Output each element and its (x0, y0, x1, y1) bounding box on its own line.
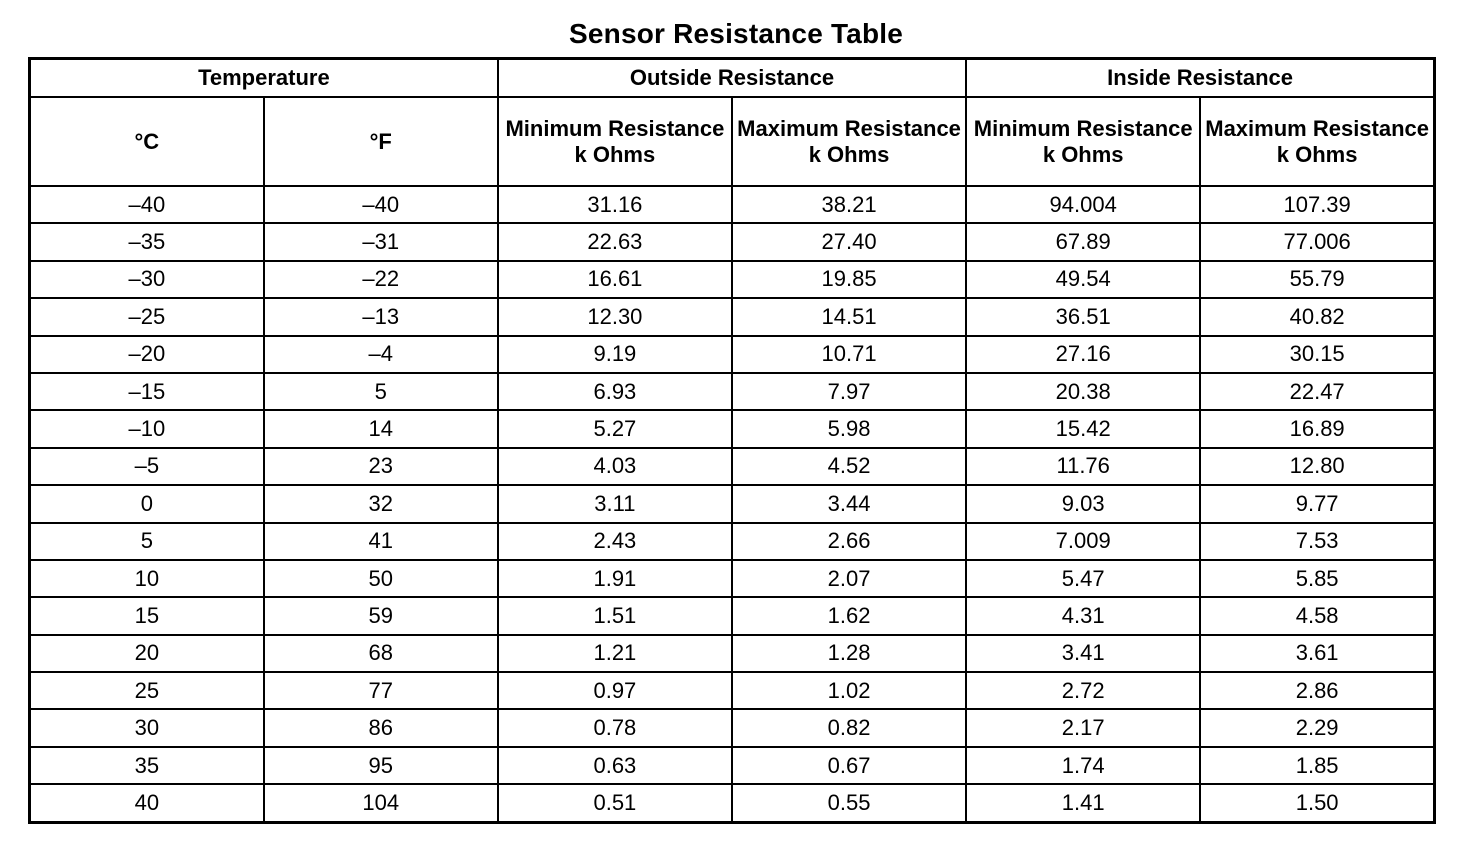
cell-inside-max: 4.58 (1200, 597, 1434, 634)
cell-inside-min: 1.74 (966, 747, 1200, 784)
table-row (30, 597, 1435, 634)
cell-celsius: 35 (30, 747, 264, 784)
cell-inside-min: 7.009 (966, 523, 1200, 560)
column-header-celsius: °C (30, 97, 264, 186)
cell-outside-min: 0.78 (498, 709, 732, 746)
cell-inside-max: 40.82 (1200, 298, 1434, 335)
table-row (30, 523, 1435, 560)
cell-inside-max: 2.29 (1200, 709, 1434, 746)
cell-celsius: –5 (30, 448, 264, 485)
cell-outside-max: 1.28 (732, 635, 966, 672)
table-row (30, 261, 1435, 298)
cell-outside-max: 19.85 (732, 261, 966, 298)
cell-celsius: 0 (30, 485, 264, 522)
cell-celsius: –10 (30, 410, 264, 447)
table-row (30, 747, 1435, 784)
cell-outside-min: 1.91 (498, 560, 732, 597)
cell-fahrenheit: 32 (264, 485, 498, 522)
cell-inside-min: 3.41 (966, 635, 1200, 672)
cell-inside-min: 2.72 (966, 672, 1200, 709)
cell-celsius: 5 (30, 523, 264, 560)
cell-fahrenheit: –13 (264, 298, 498, 335)
cell-fahrenheit: –22 (264, 261, 498, 298)
cell-outside-max: 2.07 (732, 560, 966, 597)
cell-outside-max: 0.67 (732, 747, 966, 784)
cell-fahrenheit: 77 (264, 672, 498, 709)
cell-outside-max: 0.82 (732, 709, 966, 746)
cell-inside-max: 1.50 (1200, 784, 1434, 822)
cell-inside-min: 94.004 (966, 186, 1200, 223)
cell-celsius: –20 (30, 336, 264, 373)
sensor-resistance-table (28, 57, 1436, 824)
table-row (30, 298, 1435, 335)
cell-fahrenheit: –31 (264, 223, 498, 260)
cell-outside-min: 0.63 (498, 747, 732, 784)
cell-celsius: 20 (30, 635, 264, 672)
column-header-inside-min: Minimum Resistance k Ohms (966, 97, 1200, 186)
table-row (30, 560, 1435, 597)
column-header-outside-min: Minimum Resistance k Ohms (498, 97, 732, 186)
cell-outside-max: 38.21 (732, 186, 966, 223)
table-row (30, 373, 1435, 410)
cell-fahrenheit: 50 (264, 560, 498, 597)
cell-outside-min: 22.63 (498, 223, 732, 260)
cell-inside-max: 107.39 (1200, 186, 1434, 223)
cell-inside-max: 1.85 (1200, 747, 1434, 784)
cell-outside-min: 16.61 (498, 261, 732, 298)
cell-fahrenheit: 23 (264, 448, 498, 485)
table-row (30, 336, 1435, 373)
cell-inside-min: 4.31 (966, 597, 1200, 634)
cell-outside-min: 0.51 (498, 784, 732, 822)
cell-inside-max: 16.89 (1200, 410, 1434, 447)
cell-outside-max: 10.71 (732, 336, 966, 373)
cell-outside-max: 4.52 (732, 448, 966, 485)
table-title: Sensor Resistance Table (569, 18, 903, 49)
cell-fahrenheit: 59 (264, 597, 498, 634)
cell-fahrenheit: 14 (264, 410, 498, 447)
cell-celsius: 40 (30, 784, 264, 822)
table-row (30, 485, 1435, 522)
cell-outside-max: 2.66 (732, 523, 966, 560)
cell-celsius: –15 (30, 373, 264, 410)
cell-outside-min: 0.97 (498, 672, 732, 709)
cell-fahrenheit: –4 (264, 336, 498, 373)
cell-celsius: –30 (30, 261, 264, 298)
cell-outside-min: 1.21 (498, 635, 732, 672)
cell-fahrenheit: 5 (264, 373, 498, 410)
column-header-row (30, 97, 1435, 186)
cell-outside-min: 9.19 (498, 336, 732, 373)
table-row (30, 672, 1435, 709)
group-header-row (30, 59, 1435, 98)
cell-outside-max: 14.51 (732, 298, 966, 335)
cell-outside-min: 31.16 (498, 186, 732, 223)
cell-outside-min: 5.27 (498, 410, 732, 447)
group-header-outside-resistance: Outside Resistance (498, 59, 966, 98)
cell-inside-min: 2.17 (966, 709, 1200, 746)
table-row (30, 709, 1435, 746)
cell-fahrenheit: 104 (264, 784, 498, 822)
cell-outside-min: 3.11 (498, 485, 732, 522)
cell-celsius: 15 (30, 597, 264, 634)
cell-fahrenheit: 68 (264, 635, 498, 672)
cell-fahrenheit: –40 (264, 186, 498, 223)
column-header-outside-max: Maximum Resistance k Ohms (732, 97, 966, 186)
group-header-inside-resistance: Inside Resistance (966, 59, 1434, 98)
cell-inside-max: 55.79 (1200, 261, 1434, 298)
cell-inside-max: 3.61 (1200, 635, 1434, 672)
cell-fahrenheit: 41 (264, 523, 498, 560)
cell-celsius: 30 (30, 709, 264, 746)
cell-inside-min: 49.54 (966, 261, 1200, 298)
cell-celsius: –40 (30, 186, 264, 223)
cell-fahrenheit: 86 (264, 709, 498, 746)
cell-outside-min: 1.51 (498, 597, 732, 634)
cell-inside-min: 20.38 (966, 373, 1200, 410)
cell-outside-min: 2.43 (498, 523, 732, 560)
cell-inside-max: 77.006 (1200, 223, 1434, 260)
column-header-inside-max: Maximum Resistance k Ohms (1200, 97, 1434, 186)
cell-outside-max: 1.02 (732, 672, 966, 709)
cell-inside-max: 9.77 (1200, 485, 1434, 522)
column-header-fahrenheit: °F (264, 97, 498, 186)
cell-inside-min: 5.47 (966, 560, 1200, 597)
cell-outside-min: 4.03 (498, 448, 732, 485)
cell-outside-max: 0.55 (732, 784, 966, 822)
cell-outside-max: 27.40 (732, 223, 966, 260)
table-row (30, 186, 1435, 223)
cell-inside-min: 36.51 (966, 298, 1200, 335)
cell-inside-max: 22.47 (1200, 373, 1434, 410)
cell-outside-max: 5.98 (732, 410, 966, 447)
cell-outside-max: 1.62 (732, 597, 966, 634)
cell-fahrenheit: 95 (264, 747, 498, 784)
table-row (30, 410, 1435, 447)
cell-outside-max: 7.97 (732, 373, 966, 410)
table-row (30, 635, 1435, 672)
table-row (30, 784, 1435, 822)
cell-inside-max: 12.80 (1200, 448, 1434, 485)
cell-celsius: 10 (30, 560, 264, 597)
cell-outside-min: 6.93 (498, 373, 732, 410)
cell-inside-min: 15.42 (966, 410, 1200, 447)
cell-outside-max: 3.44 (732, 485, 966, 522)
cell-inside-min: 9.03 (966, 485, 1200, 522)
group-header-temperature: Temperature (30, 59, 498, 98)
table-row (30, 223, 1435, 260)
cell-inside-min: 27.16 (966, 336, 1200, 373)
cell-celsius: 25 (30, 672, 264, 709)
cell-inside-min: 1.41 (966, 784, 1200, 822)
cell-inside-max: 7.53 (1200, 523, 1434, 560)
cell-inside-max: 5.85 (1200, 560, 1434, 597)
cell-celsius: –25 (30, 298, 264, 335)
cell-celsius: –35 (30, 223, 264, 260)
cell-inside-max: 2.86 (1200, 672, 1434, 709)
cell-inside-max: 30.15 (1200, 336, 1434, 373)
table-body (30, 186, 1435, 822)
table-row (30, 448, 1435, 485)
cell-inside-min: 11.76 (966, 448, 1200, 485)
cell-inside-min: 67.89 (966, 223, 1200, 260)
cell-outside-min: 12.30 (498, 298, 732, 335)
